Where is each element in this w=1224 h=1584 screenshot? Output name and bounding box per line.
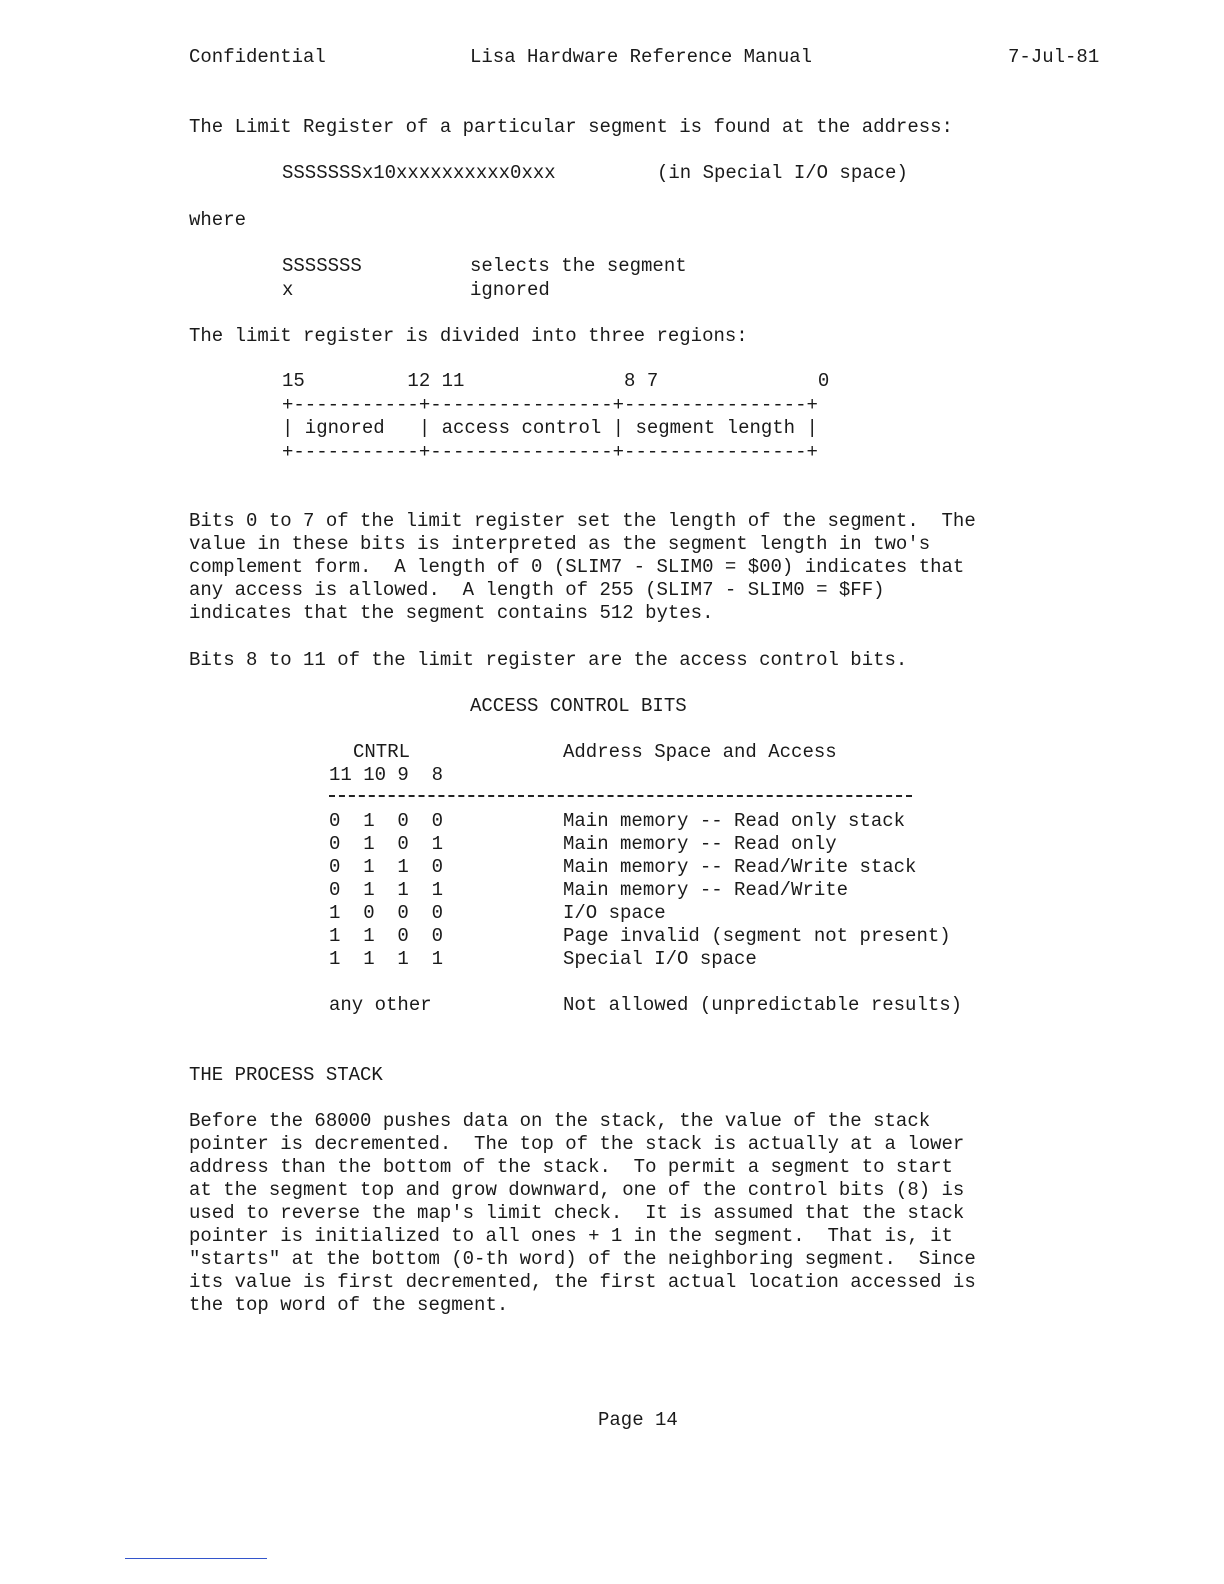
paragraph-line: indicates that the segment contains 512 bytes. bbox=[189, 602, 714, 624]
paragraph-line: the top word of the segment. bbox=[189, 1294, 509, 1316]
bit-numbers-header: 11 10 9 8 bbox=[329, 764, 444, 786]
paragraph-line: any access is allowed. A length of 255 (SLIM7 - SLIM0 = $FF) bbox=[189, 579, 885, 601]
table-row-desc: Main memory -- Read/Write bbox=[563, 879, 849, 901]
definition-desc: ignored bbox=[470, 279, 550, 301]
regions-line: The limit register is divided into three regions: bbox=[189, 325, 748, 347]
paragraph-line: address than the bottom of the stack. To permit a segment to start bbox=[189, 1156, 953, 1178]
bit-positions: 15 12 11 8 7 0 bbox=[282, 370, 830, 392]
paragraph-line: Before the 68000 pushes data on the stack, the value of the stack bbox=[189, 1110, 931, 1132]
header-date: 7-Jul-81 bbox=[1008, 46, 1100, 68]
section-heading: THE PROCESS STACK bbox=[189, 1064, 383, 1086]
limit-register-address: SSSSSSSx10xxxxxxxxxx0xxx bbox=[282, 162, 556, 184]
table-row-desc: Special I/O space bbox=[563, 948, 757, 970]
table-row-desc-other: Not allowed (unpredictable results) bbox=[563, 994, 963, 1016]
header-title: Lisa Hardware Reference Manual bbox=[470, 46, 813, 68]
diagram-fields: | ignored | access control | segment length | bbox=[282, 417, 818, 439]
definition-term: SSSSSSS bbox=[282, 255, 362, 277]
table-row-desc: Main memory -- Read/Write stack bbox=[563, 856, 917, 878]
cntrl-header: CNTRL bbox=[353, 741, 411, 763]
table-row-bits: 0 1 1 0 bbox=[329, 856, 444, 878]
footer-rule bbox=[125, 1558, 267, 1559]
table-row-desc: Main memory -- Read only bbox=[563, 833, 837, 855]
table-row-desc: Page invalid (segment not present) bbox=[563, 925, 951, 947]
diagram-border-bottom: +-----------+----------------+----------------+ bbox=[282, 440, 818, 463]
table-row-bits: 0 1 0 0 bbox=[329, 810, 444, 832]
definition-term: x bbox=[282, 279, 294, 301]
header-confidential: Confidential bbox=[189, 46, 326, 68]
process-stack-paragraph bbox=[189, 1110, 1009, 1317]
table-row-desc: I/O space bbox=[563, 902, 666, 924]
segment-length-paragraph bbox=[189, 510, 1009, 625]
address-space-header: Address Space and Access bbox=[563, 741, 837, 763]
paragraph-line: "starts" at the bottom (0-th word) of the neighboring segment. Since bbox=[189, 1248, 976, 1270]
paragraph-line: value in these bits is interpreted as the segment length in two's bbox=[189, 533, 931, 555]
table-rule bbox=[329, 795, 912, 797]
table-row-bits: 0 1 1 1 bbox=[329, 879, 444, 901]
table-row-bits: 1 0 0 0 bbox=[329, 902, 444, 924]
table-row-desc: Main memory -- Read only stack bbox=[563, 810, 906, 832]
access-table-title: ACCESS CONTROL BITS bbox=[470, 695, 687, 717]
page-number: Page 14 bbox=[598, 1409, 678, 1431]
paragraph-line: pointer is decremented. The top of the stack is actually at a lower bbox=[189, 1133, 965, 1155]
paragraph-line: Bits 0 to 7 of the limit register set the length of the segment. The bbox=[189, 510, 976, 532]
paragraph-line: at the segment top and grow downward, one of the control bits (8) is bbox=[189, 1179, 965, 1201]
table-row-bits-other: any other bbox=[329, 994, 432, 1016]
where-label: where bbox=[189, 209, 247, 231]
table-row-bits: 1 1 0 0 bbox=[329, 925, 444, 947]
limit-register-diagram bbox=[282, 370, 829, 464]
paragraph-line: complement form. A length of 0 (SLIM7 - SLIM0 = $00) indicates that bbox=[189, 556, 965, 578]
definition-desc: selects the segment bbox=[470, 255, 687, 277]
intro-line: The Limit Register of a particular segment is found at the address: bbox=[189, 116, 953, 138]
access-control-paragraph: Bits 8 to 11 of the limit register are the access control bits. bbox=[189, 649, 908, 671]
table-row-bits: 1 1 1 1 bbox=[329, 948, 444, 970]
table-row-bits: 0 1 0 1 bbox=[329, 833, 444, 855]
paragraph-line: pointer is initialized to all ones + 1 in the segment. That is, it bbox=[189, 1225, 953, 1247]
diagram-border-top: +-----------+----------------+----------------+ bbox=[282, 393, 818, 416]
paragraph-line: its value is first decremented, the first actual location accessed is bbox=[189, 1271, 976, 1293]
address-note: (in Special I/O space) bbox=[657, 162, 908, 184]
paragraph-line: used to reverse the map's limit check. It is assumed that the stack bbox=[189, 1202, 965, 1224]
